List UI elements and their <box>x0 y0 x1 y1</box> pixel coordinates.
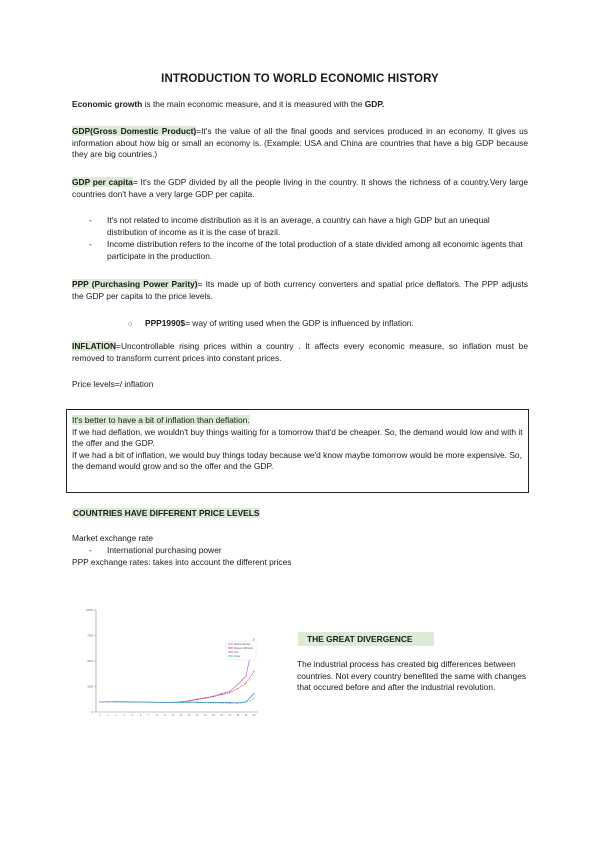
x-tick-label: 12 <box>187 714 191 717</box>
data-point <box>254 693 255 694</box>
data-point <box>237 688 238 689</box>
x-tick-label: 16 <box>220 714 223 717</box>
x-tick-label: 14 <box>204 714 207 717</box>
legend-label: Asia <box>234 652 239 654</box>
x-tick-label: 15 <box>212 714 215 717</box>
data-point <box>229 703 230 704</box>
x-tick-label: 2 <box>107 714 109 717</box>
x-tick-label: 20 <box>252 714 256 717</box>
data-point <box>197 702 198 703</box>
ppp-term: PPP (Purchasing Power Parity) <box>72 279 198 289</box>
data-point <box>213 696 214 697</box>
data-point <box>116 701 117 702</box>
data-point <box>229 692 230 693</box>
x-tick-label: 7 <box>147 714 150 717</box>
box-line-3: If we had a bit of inflation, we would buy things today because we'd know maybe tomorrow would be more expensive. So, the demand would grow and so the offer and the GDP. <box>72 449 522 472</box>
data-point <box>221 693 222 694</box>
legend-label: Africa <box>234 656 240 658</box>
data-point <box>181 702 182 703</box>
ppp-text: = Its made up of both currency converters and spatial price deflators. The PPP adjusts the GDP per capita to the price levels. <box>72 279 528 301</box>
data-point <box>140 702 141 703</box>
data-point <box>213 702 214 703</box>
x-tick-label: 18 <box>236 714 240 717</box>
legend-label: Western Offshoots <box>234 648 253 650</box>
x-tick-label: 3 <box>115 714 117 717</box>
data-point <box>221 703 222 704</box>
data-point <box>108 701 109 702</box>
box-line-1: It's better to have a bit of inflation than deflation. <box>72 415 250 425</box>
great-divergence-text: The industrial process has created big differences between countries. Not every country benefited the same with changes that occured before and after the industrial revolution. <box>297 659 527 693</box>
series-line <box>100 671 254 702</box>
data-point <box>237 684 238 685</box>
purchasing-power-list <box>72 545 528 558</box>
data-point <box>245 683 246 684</box>
inflation-term: INFLATION <box>72 341 117 351</box>
data-point <box>132 702 133 703</box>
x-tick-label: 6 <box>139 714 142 717</box>
gdp-per-capita-term: GDP per capita <box>72 177 133 187</box>
data-point <box>124 701 125 702</box>
y-tick-label: 2500 <box>87 685 93 689</box>
ppp-exchange-rates-line: PPP exchange rates: takes into account the different prices <box>72 557 292 567</box>
price-levels-heading: COUNTRIES HAVE DIFFERENT PRICE LEVELS <box>73 508 260 518</box>
list-item: - It's not related to income distribution as it is an average, a country can have a high GDP but an unequal distribution of income as it is the case of brazil. <box>72 215 528 238</box>
x-tick-label: 9 <box>164 714 166 717</box>
legend-label: Western Europe <box>234 644 251 646</box>
data-point <box>148 702 149 703</box>
data-point <box>164 702 165 703</box>
data-point <box>245 702 246 703</box>
x-tick-label: 10 <box>171 714 175 717</box>
great-divergence-chart <box>86 604 266 722</box>
y-tick-label: 0 <box>91 711 93 715</box>
data-point <box>221 694 222 695</box>
list-item: - International purchasing power <box>72 545 528 557</box>
price-levels-line: Price levels=/ inflation <box>72 379 154 389</box>
data-point <box>254 698 255 699</box>
page-title: INTRODUCTION TO WORLD ECONOMIC HISTORY <box>161 73 439 85</box>
ppp1990-term: PPP1990$ <box>145 318 186 328</box>
circle-bullet-icon: ○ <box>128 321 133 328</box>
data-point <box>156 702 157 703</box>
data-point <box>100 701 101 702</box>
data-point <box>205 702 206 703</box>
gdp-definition-paragraph <box>72 126 528 161</box>
market-exchange-rate-line: Market exchange rate <box>72 533 154 543</box>
data-point <box>205 698 206 699</box>
data-point <box>197 699 198 700</box>
gdp-per-capita-text: = It's the GDP divided by all the people living in the country. It shows the richness of a country.Very large countries don't have a very large GDP per capita. <box>72 177 529 199</box>
economic-growth-paragraph <box>72 99 528 111</box>
x-tick-label: 17 <box>228 714 232 717</box>
ppp-paragraph <box>72 279 528 302</box>
great-divergence-heading: THE GREAT DIVERGENCE <box>298 632 434 646</box>
gdp-bullet-list <box>72 215 528 263</box>
ppp1990-bullet <box>128 318 414 331</box>
economic-growth-term: Economic growth <box>72 99 143 109</box>
gdp-per-capita-paragraph <box>72 177 528 200</box>
data-point <box>229 691 230 692</box>
data-point <box>189 700 190 701</box>
economic-growth-text: is the main economic measure, and it is measured with the <box>142 99 365 109</box>
y-tick-label: 10000 <box>86 609 93 613</box>
x-tick-label: 8 <box>156 714 158 717</box>
data-point <box>245 676 246 677</box>
data-point <box>254 671 255 672</box>
ppp1990-text: = way of writing used when the GDP is influenced by inflation. <box>185 318 414 328</box>
x-tick-label: 13 <box>195 714 199 717</box>
data-point <box>254 638 255 639</box>
gdp-definition-text: =It's the value of all the final goods and services produced in an economy. It gives us information about how big or small an economy is. (Example: USA and China are countries that have a big GDP because they are big countries.) <box>72 126 528 160</box>
data-point <box>189 702 190 703</box>
y-tick-label: 7500 <box>87 634 93 638</box>
box-line-2: If we had deflation, we wouldn't buy things waiting for a tomorrow that'd be cheaper. So, the demand would low and with it the offer and the GDP. <box>72 426 523 449</box>
inflation-text: =Uncontrollable rising prices within a country . It affects every economic measure, so inflation must be removed to transform current prices into constant prices. <box>72 341 528 363</box>
x-tick-label: 4 <box>123 714 125 717</box>
list-item: - Income distribution refers to the income of the total production of a state divided among all economic agents that participate in the production. <box>72 239 528 262</box>
inflation-paragraph <box>72 341 528 364</box>
data-point <box>172 702 173 703</box>
x-tick-label: 1 <box>99 714 101 717</box>
data-point <box>237 703 238 704</box>
x-tick-label: 11 <box>179 714 183 717</box>
inflation-vs-deflation-box <box>66 409 529 493</box>
x-tick-label: 19 <box>244 714 248 717</box>
economic-growth-gdp: GDP. <box>364 99 385 109</box>
y-tick-label: 5000 <box>87 660 93 664</box>
gdp-term: GDP(Gross Domestic Product) <box>72 126 197 136</box>
x-tick-label: 5 <box>131 714 134 717</box>
